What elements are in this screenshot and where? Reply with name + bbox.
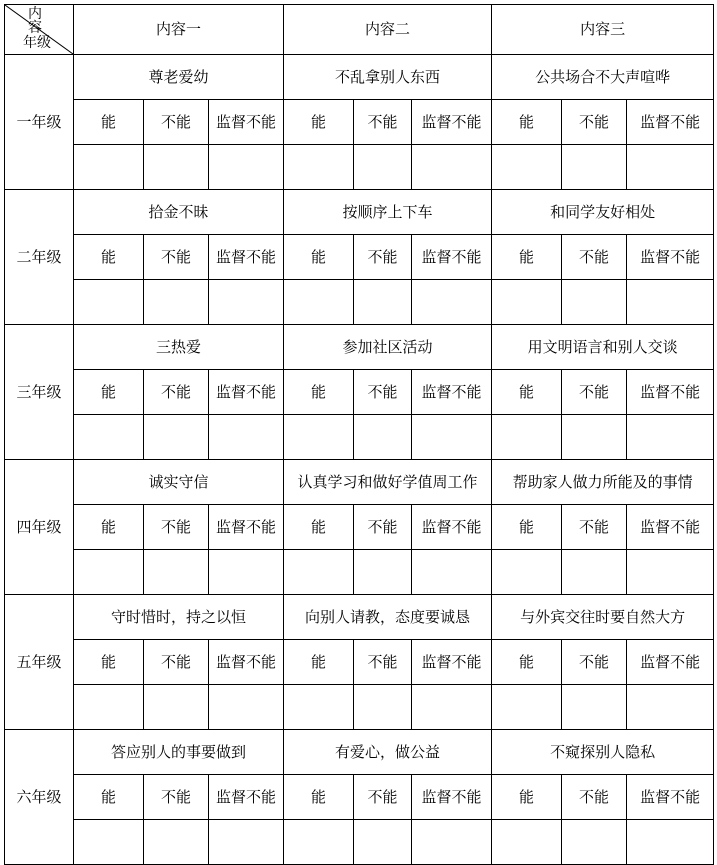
answer-cell[interactable] xyxy=(284,820,354,865)
choice-label-supervise-cannot: 监督不能 xyxy=(627,100,714,145)
grade-label: 三年级 xyxy=(5,325,74,460)
topic-cell: 向别人请教，态度要诚恳 xyxy=(284,595,492,640)
choice-label-can: 能 xyxy=(492,370,562,415)
topic-cell: 拾金不昧 xyxy=(74,190,284,235)
answer-cell[interactable] xyxy=(562,820,627,865)
answer-cell[interactable] xyxy=(354,550,412,595)
choice-label-text: 监督不能 xyxy=(216,652,277,671)
header-content-3: 内容三 xyxy=(492,5,714,55)
grade-label: 四年级 xyxy=(5,460,74,595)
answer-cell[interactable] xyxy=(144,550,209,595)
choice-label-can: 能 xyxy=(74,235,144,280)
answer-cell[interactable] xyxy=(492,415,562,460)
answer-cell[interactable] xyxy=(562,550,627,595)
corner-grade-label: 年级 xyxy=(23,35,51,51)
choice-label-cannot: 不能 xyxy=(144,235,209,280)
answer-cell[interactable] xyxy=(354,280,412,325)
answer-cell[interactable] xyxy=(562,415,627,460)
topic-row xyxy=(5,55,714,100)
topic-cell: 不窥探别人隐私 xyxy=(492,730,714,775)
choice-label-can: 能 xyxy=(284,235,354,280)
choice-label-supervise-cannot: 监督不能 xyxy=(412,370,492,415)
choice-label-cannot: 不能 xyxy=(144,370,209,415)
topic-cell: 不乱拿别人东西 xyxy=(284,55,492,100)
answer-cell[interactable] xyxy=(562,145,627,190)
choice-label-can: 能 xyxy=(284,775,354,820)
grade-label: 五年级 xyxy=(5,595,74,730)
choice-label-can: 能 xyxy=(284,370,354,415)
choice-label-cannot: 不能 xyxy=(562,640,627,685)
topic-cell: 诚实守信 xyxy=(74,460,284,505)
answer-row xyxy=(5,820,714,865)
answer-cell[interactable] xyxy=(354,685,412,730)
choice-label-cannot: 不能 xyxy=(144,640,209,685)
grade-label: 六年级 xyxy=(5,730,74,865)
choice-label-supervise-cannot xyxy=(209,235,284,280)
choice-label-can: 能 xyxy=(492,235,562,280)
answer-cell[interactable] xyxy=(627,280,714,325)
topic-row xyxy=(5,190,714,235)
choice-label-supervise-cannot: 监督不能 xyxy=(627,775,714,820)
choice-label-can: 能 xyxy=(74,505,144,550)
answer-cell[interactable] xyxy=(492,685,562,730)
choice-label-supervise-cannot: 监督不能 xyxy=(412,505,492,550)
answer-cell[interactable] xyxy=(209,685,284,730)
answer-cell[interactable] xyxy=(284,415,354,460)
choice-label-cannot: 不能 xyxy=(354,640,412,685)
answer-cell[interactable] xyxy=(354,820,412,865)
answer-row xyxy=(5,550,714,595)
choice-label-supervise-cannot: 监督不能 xyxy=(627,640,714,685)
evaluation-table xyxy=(4,4,714,865)
topic-cell: 答应别人的事要做到 xyxy=(74,730,284,775)
answer-cell[interactable] xyxy=(354,145,412,190)
choice-label-can: 能 xyxy=(284,640,354,685)
choice-label-supervise-cannot: 监督不能 xyxy=(627,235,714,280)
choice-label-supervise-cannot: 监督不能 xyxy=(627,505,714,550)
grade-label: 二年级 xyxy=(5,190,74,325)
answer-row xyxy=(5,685,714,730)
answer-cell[interactable] xyxy=(627,415,714,460)
choice-label-cannot: 不能 xyxy=(354,370,412,415)
answer-cell[interactable] xyxy=(74,685,144,730)
answer-cell[interactable] xyxy=(284,685,354,730)
choice-label-cannot: 不能 xyxy=(562,100,627,145)
choice-label-can: 能 xyxy=(74,100,144,145)
choice-label-cannot: 不能 xyxy=(144,505,209,550)
header-row xyxy=(5,5,714,55)
choice-label-supervise-cannot: 监督不能 xyxy=(412,100,492,145)
answer-cell[interactable] xyxy=(74,550,144,595)
answer-cell[interactable] xyxy=(627,820,714,865)
topic-cell: 和同学友好相处 xyxy=(492,190,714,235)
answer-row xyxy=(5,280,714,325)
choice-label-supervise-cannot: 监督不能 xyxy=(412,640,492,685)
answer-cell[interactable] xyxy=(209,145,284,190)
answer-cell[interactable] xyxy=(144,685,209,730)
choice-label-can: 能 xyxy=(74,640,144,685)
answer-cell[interactable] xyxy=(144,145,209,190)
choice-label-cannot: 不能 xyxy=(562,505,627,550)
answer-cell[interactable] xyxy=(209,820,284,865)
answer-cell[interactable] xyxy=(209,280,284,325)
choice-label-text: 监督不能 xyxy=(216,247,277,266)
choice-label-supervise-cannot: 监督不能 xyxy=(627,370,714,415)
choice-label-supervise-cannot xyxy=(209,640,284,685)
choice-row xyxy=(5,370,714,415)
choice-label-supervise-cannot xyxy=(209,505,284,550)
answer-cell[interactable] xyxy=(354,415,412,460)
choice-label-cannot: 不能 xyxy=(354,235,412,280)
answer-cell[interactable] xyxy=(412,820,492,865)
answer-cell[interactable] xyxy=(412,685,492,730)
choice-label-can: 能 xyxy=(74,775,144,820)
answer-cell[interactable] xyxy=(627,145,714,190)
choice-label-text: 监督不能 xyxy=(216,382,277,401)
topic-cell: 尊老爱幼 xyxy=(74,55,284,100)
answer-cell[interactable] xyxy=(627,685,714,730)
answer-cell[interactable] xyxy=(209,550,284,595)
choice-label-text: 监督不能 xyxy=(216,787,277,806)
choice-label-supervise-cannot xyxy=(209,100,284,145)
choice-row xyxy=(5,640,714,685)
choice-label-cannot: 不能 xyxy=(354,100,412,145)
choice-label-supervise-cannot xyxy=(209,775,284,820)
choice-row xyxy=(5,505,714,550)
answer-cell[interactable] xyxy=(74,280,144,325)
choice-label-can: 能 xyxy=(284,505,354,550)
answer-cell[interactable] xyxy=(562,685,627,730)
corner-cell xyxy=(5,5,74,55)
topic-cell: 帮助家人做力所能及的事情 xyxy=(492,460,714,505)
answer-cell[interactable] xyxy=(284,145,354,190)
choice-row xyxy=(5,775,714,820)
choice-label-cannot: 不能 xyxy=(562,370,627,415)
choice-label-can: 能 xyxy=(492,640,562,685)
choice-label-cannot: 不能 xyxy=(144,775,209,820)
choice-label-cannot: 不能 xyxy=(562,775,627,820)
topic-cell: 按顺序上下车 xyxy=(284,190,492,235)
topic-cell: 用文明语言和别人交谈 xyxy=(492,325,714,370)
topic-row xyxy=(5,460,714,505)
answer-cell[interactable] xyxy=(144,280,209,325)
answer-cell[interactable] xyxy=(412,415,492,460)
choice-label-text: 监督不能 xyxy=(216,112,277,131)
choice-row xyxy=(5,100,714,145)
choice-label-supervise-cannot: 监督不能 xyxy=(412,775,492,820)
choice-label-supervise-cannot: 监督不能 xyxy=(412,235,492,280)
answer-cell[interactable] xyxy=(144,415,209,460)
choice-label-text: 监督不能 xyxy=(216,517,277,536)
grade-label: 一年级 xyxy=(5,55,74,190)
answer-cell[interactable] xyxy=(74,415,144,460)
answer-cell[interactable] xyxy=(412,145,492,190)
choice-label-can: 能 xyxy=(74,370,144,415)
topic-cell: 有爱心，做公益 xyxy=(284,730,492,775)
topic-cell: 公共场合不大声喧哗 xyxy=(492,55,714,100)
topic-cell: 参加社区活动 xyxy=(284,325,492,370)
answer-cell[interactable] xyxy=(284,280,354,325)
header-content-1: 内容一 xyxy=(74,5,284,55)
topic-row xyxy=(5,595,714,640)
answer-cell[interactable] xyxy=(412,280,492,325)
choice-label-can: 能 xyxy=(492,775,562,820)
choice-row xyxy=(5,235,714,280)
answer-cell[interactable] xyxy=(284,550,354,595)
choice-label-can: 能 xyxy=(284,100,354,145)
corner-content-label: 内容 xyxy=(28,6,42,36)
topic-cell: 与外宾交往时要自然大方 xyxy=(492,595,714,640)
choice-label-can: 能 xyxy=(492,505,562,550)
answer-cell[interactable] xyxy=(492,550,562,595)
answer-cell[interactable] xyxy=(412,550,492,595)
choice-label-cannot: 不能 xyxy=(562,235,627,280)
topic-row xyxy=(5,730,714,775)
choice-label-cannot: 不能 xyxy=(354,505,412,550)
topic-cell: 认真学习和做好学值周工作 xyxy=(284,460,492,505)
choice-label-supervise-cannot xyxy=(209,370,284,415)
answer-cell[interactable] xyxy=(144,820,209,865)
choice-label-can: 能 xyxy=(492,100,562,145)
topic-cell: 守时惜时，持之以恒 xyxy=(74,595,284,640)
answer-cell[interactable] xyxy=(492,280,562,325)
answer-cell[interactable] xyxy=(209,415,284,460)
answer-row xyxy=(5,145,714,190)
answer-cell[interactable] xyxy=(74,820,144,865)
answer-cell[interactable] xyxy=(74,145,144,190)
choice-label-cannot: 不能 xyxy=(144,100,209,145)
answer-row xyxy=(5,415,714,460)
topic-cell: 三热爱 xyxy=(74,325,284,370)
answer-cell[interactable] xyxy=(562,280,627,325)
topic-row xyxy=(5,325,714,370)
header-content-2: 内容二 xyxy=(284,5,492,55)
answer-cell[interactable] xyxy=(627,550,714,595)
choice-label-cannot: 不能 xyxy=(354,775,412,820)
answer-cell[interactable] xyxy=(492,820,562,865)
answer-cell[interactable] xyxy=(492,145,562,190)
